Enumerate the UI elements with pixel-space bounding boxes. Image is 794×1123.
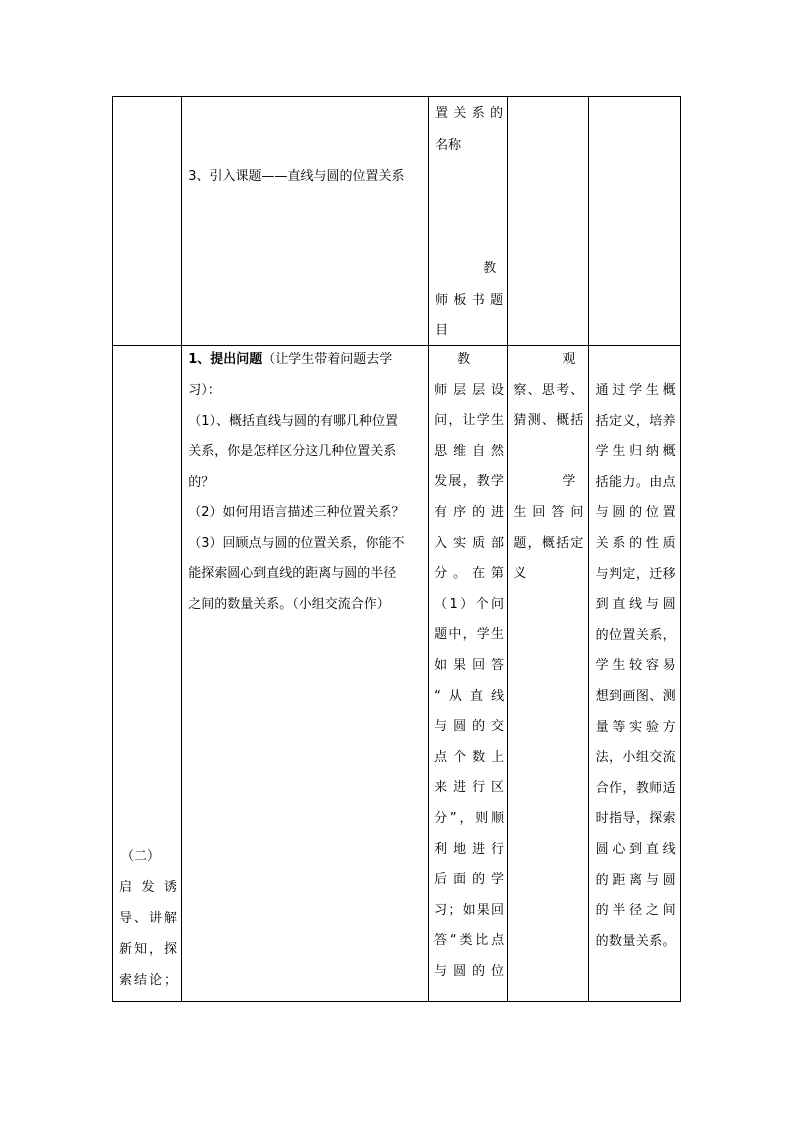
content-line: 3、引入课题——直线与圆的位置关系 xyxy=(188,169,405,184)
stage-line: 导 、 讲 解 xyxy=(119,911,177,926)
stage-cell xyxy=(113,97,182,346)
intent-line: 量 等 实 验 方 xyxy=(595,719,676,735)
teacher-line: 入 实 质 部 xyxy=(434,535,505,551)
teacher-line: 来 进 行 区 xyxy=(434,780,505,796)
question-heading-bold: 1、提出问题 xyxy=(188,352,263,367)
student-line: 学 xyxy=(562,474,576,489)
intent-line: 法 ， 小 组 交 流 xyxy=(595,750,676,766)
student-line: 义 xyxy=(513,566,527,581)
content-line: 能探索圆心到直线的距离与圆的半径 xyxy=(188,566,397,581)
stage-cell xyxy=(113,346,182,1002)
teacher-activity-cell xyxy=(429,346,508,1002)
stage-line: （二） xyxy=(121,849,161,864)
teacher-line: 目 xyxy=(435,323,449,338)
teacher-line: “ 从 直 线 xyxy=(434,688,505,704)
intent-line: 的 半 径 之 间 xyxy=(595,903,676,919)
content-line: 习）： xyxy=(188,383,221,398)
teacher-line: 答 “ 类 比 点 xyxy=(434,933,505,949)
intent-line: 通 过 学 生 概 xyxy=(595,383,676,398)
intent-line: 括 定 义 ， 培 养 xyxy=(595,413,676,429)
teacher-line: 教 xyxy=(483,261,497,276)
student-line: 猜 测 、 概 括 xyxy=(513,413,584,428)
intent-line: 想 到 画 图 、 测 xyxy=(595,689,676,704)
teacher-line: 思 维 自 然 xyxy=(434,443,505,459)
intent-line: 学 生 较 容 易 xyxy=(595,658,676,674)
content-line: 的？ xyxy=(188,474,215,490)
intent-line: 的 数 量 关 系 。 xyxy=(595,933,676,949)
teacher-line: 与 圆 的 交 xyxy=(434,719,505,735)
teacher-line: 有 序 的 进 xyxy=(434,505,505,520)
student-activity-cell xyxy=(508,97,588,346)
lesson-plan-table xyxy=(112,96,681,1002)
teacher-line: 利 地 进 行 xyxy=(434,841,505,857)
student-line: 观 xyxy=(562,352,576,367)
intent-line: 的 距 离 与 圆 xyxy=(595,872,676,888)
teacher-line: 题 中 ， 学 生 xyxy=(434,627,505,643)
teacher-line: 分 。 在 第 xyxy=(434,566,505,582)
content-line: 关系，你是怎样区分这几种位置关系 xyxy=(188,444,397,459)
intent-line: 与 圆 的 位 置 xyxy=(595,505,676,521)
stage-line: 索 结 论 ； xyxy=(119,973,177,988)
teacher-line: 教 xyxy=(457,352,471,367)
teacher-line: 与 圆 的 位 xyxy=(434,964,505,979)
intent-line: 到 直 线 与 圆 xyxy=(595,597,676,613)
teacher-activity-cell xyxy=(429,97,508,346)
student-line: 生 回 答 问 xyxy=(513,505,584,520)
content-line: （1）、概括直线与圆的有哪几种位置 xyxy=(188,413,399,429)
teacher-line: 如 果 回 答 xyxy=(434,658,505,673)
intent-line: 合 作 ， 教 师 适 xyxy=(595,780,676,796)
content-cell xyxy=(182,346,429,1002)
question-heading xyxy=(188,352,392,368)
teacher-line: （ 1 ） 个 问 xyxy=(434,596,505,612)
teacher-line: 分 ” ， 则 顺 xyxy=(434,811,505,826)
intent-line: 与 判 定 ， 迁 移 xyxy=(595,566,676,582)
teacher-line: 名称 xyxy=(435,138,462,153)
design-intent-cell xyxy=(588,97,680,346)
content-line: （3）回顾点与圆的位置关系，你能不 xyxy=(188,535,405,551)
teacher-line: 师 层 层 设 xyxy=(434,382,505,398)
student-line: 察 、 思 考 、 xyxy=(513,383,584,398)
table-row xyxy=(113,97,681,346)
intent-line: 关 系 的 性 质 xyxy=(595,536,676,551)
question-heading-rest: （让学生带着问题去学 xyxy=(262,352,393,367)
intent-line: 括 能 力 。 由 点 xyxy=(595,474,676,490)
teacher-line: 问 ， 让 学 生 xyxy=(434,413,505,429)
teacher-line: 点 个 数 上 xyxy=(434,749,505,765)
stage-line: 新 知 ， 探 xyxy=(119,942,177,957)
teacher-line: 师 板 书 题 xyxy=(435,293,504,308)
design-intent-cell xyxy=(588,346,680,1002)
intent-line: 圆 心 到 直 线 xyxy=(595,842,676,857)
table-row xyxy=(113,346,681,1002)
teacher-line: 发 展 ， 教 学 xyxy=(434,474,505,490)
content-line: （2）如何用语言描述三种位置关系？ xyxy=(188,505,405,520)
content-line: 之间的数量关系。（小组交流合作） xyxy=(188,596,390,612)
student-line: 题 ， 概 括 定 xyxy=(513,536,584,551)
intent-line: 的 位 置 关 系 ， xyxy=(595,627,676,643)
stage-line: 启 发 诱 xyxy=(119,880,177,895)
content-cell xyxy=(182,97,429,346)
intent-line: 时 指 导 ， 探 索 xyxy=(595,811,676,827)
intent-line: 学 生 归 纳 概 xyxy=(595,444,676,460)
teacher-line: 后 面 的 学 xyxy=(434,872,505,888)
teacher-line: 置 关 系 的 xyxy=(435,106,504,121)
student-activity-cell xyxy=(508,346,588,1002)
teacher-line: 习 ； 如 果 回 xyxy=(434,902,505,918)
